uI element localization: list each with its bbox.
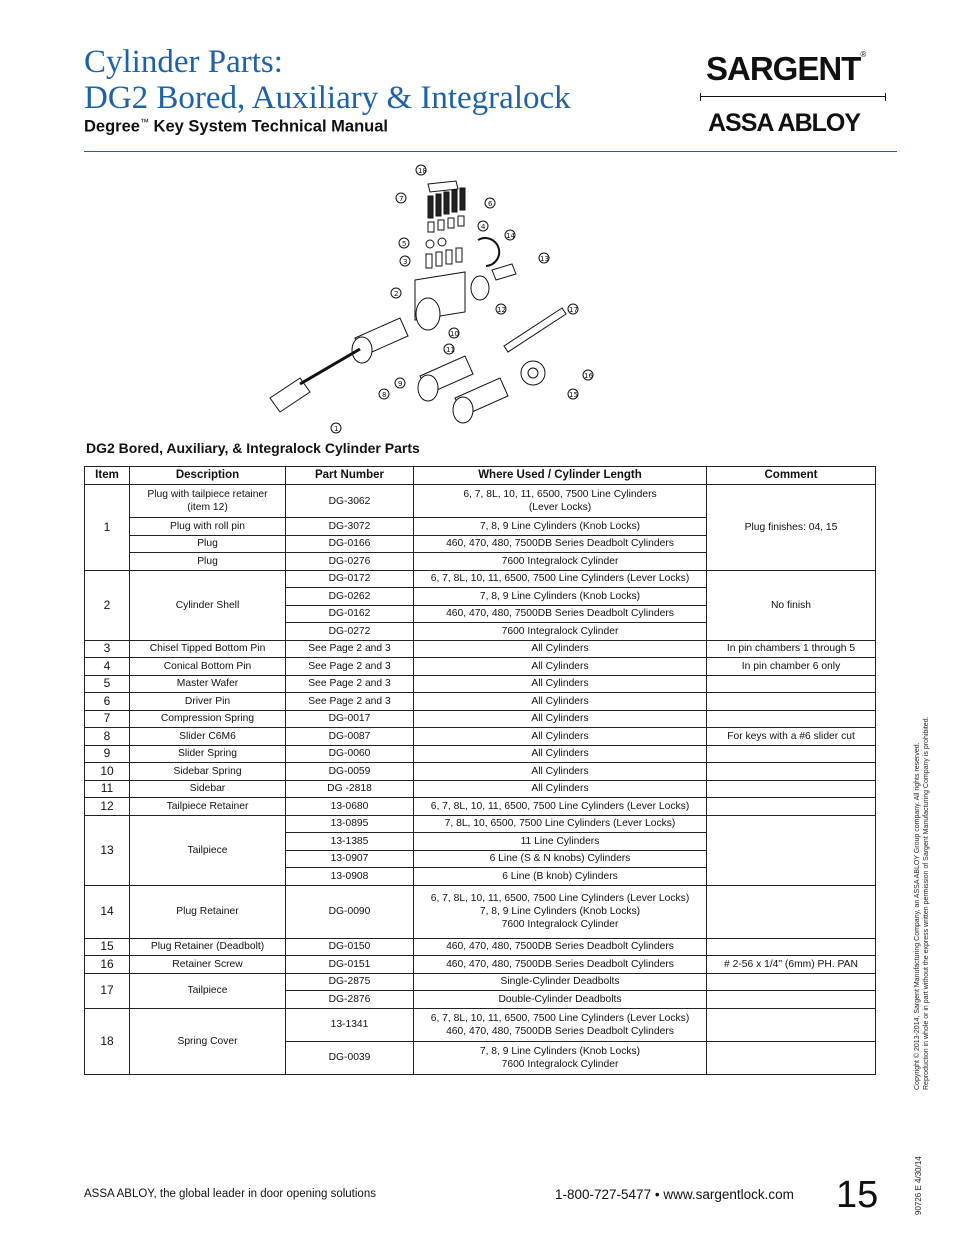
callout-11: [444, 344, 455, 354]
table-cell: All Cylinders: [414, 763, 707, 781]
callout-7: [396, 193, 406, 203]
callout-17: [568, 304, 578, 314]
table-cell: # 2-56 x 1/4" (6mm) PH. PAN: [707, 956, 876, 974]
table-row: [85, 973, 876, 991]
table-cell: 14: [85, 885, 130, 938]
table-cell: DG-0166: [286, 535, 414, 553]
table-cell: See Page 2 and 3: [286, 675, 414, 693]
text: 17: [569, 306, 578, 314]
table-cell: Sidebar Spring: [130, 763, 286, 781]
text: 18: [418, 167, 427, 175]
table-cell: 17: [85, 973, 130, 1008]
table-cell: Retainer Screw: [130, 956, 286, 974]
website-link[interactable]: www.sargentlock.com: [663, 1187, 794, 1202]
table-cell: Slider Spring: [130, 745, 286, 763]
text: ®: [860, 50, 866, 59]
callout-16: [583, 370, 593, 380]
col-where-used: Where Used / Cylinder Length: [414, 467, 707, 485]
table-cell: See Page 2 and 3: [286, 658, 414, 676]
callout-6: [485, 198, 495, 208]
text: 11: [446, 346, 455, 354]
callout-2: [391, 288, 401, 298]
table-row: [85, 798, 876, 816]
table-row: [85, 745, 876, 763]
text: 7: [399, 195, 404, 203]
callout-4: [478, 221, 488, 231]
table-cell: 6 Line (B knob) Cylinders: [414, 868, 707, 886]
table-cell: 12: [85, 798, 130, 816]
parts-table: [84, 466, 876, 1075]
table-cell-empty: [707, 815, 876, 885]
table-cell: All Cylinders: [414, 693, 707, 711]
table-row: [85, 956, 876, 974]
table-cell: DG-0262: [286, 588, 414, 606]
table-cell: See Page 2 and 3: [286, 693, 414, 711]
table-cell: 13-0680: [286, 798, 414, 816]
col-comment: Comment: [707, 467, 876, 485]
table-row: [85, 570, 876, 588]
table-cell-empty: [707, 675, 876, 693]
table-cell: DG-0087: [286, 728, 414, 746]
table-cell: Double-Cylinder Deadbolts: [414, 991, 707, 1009]
table-cell: DG-0090: [286, 885, 414, 938]
text: 4: [481, 223, 486, 231]
table-cell-empty: [707, 938, 876, 956]
table-cell: 6: [85, 693, 130, 711]
copyright-line-1: Copyright © 2013-2014, Sargent Manufacturing Company, an ASSA ABLOY Group company. All rights reserved.: [914, 742, 921, 1090]
table-cell-empty: [707, 973, 876, 991]
assa-abloy-logo: ASSA ABLOY: [708, 109, 861, 137]
col-description: Description: [130, 467, 286, 485]
table-cell: DG-0017: [286, 710, 414, 728]
bullet: •: [654, 1187, 660, 1202]
table-cell: 6, 7, 8L, 10, 11, 6500, 7500 Line Cylinders (Lever Locks): [414, 485, 707, 518]
table-header-row: [85, 467, 876, 485]
table-cell: Slider C6M6: [130, 728, 286, 746]
text: 2: [394, 290, 399, 298]
table-cell: Chisel Tipped Bottom Pin: [130, 640, 286, 658]
table-cell: 460, 470, 480, 7500DB Series Deadbolt Cylinders: [414, 535, 707, 553]
footer-tagline: ASSA ABLOY, the global leader in door opening solutions: [84, 1188, 376, 1200]
table-cell: 6, 7, 8L, 10, 11, 6500, 7500 Line Cylinders (Lever Locks) 7, 8, 9 Line Cylinders (Knob Locks) 7600 Integralock Cylinder: [414, 885, 707, 938]
table-cell-empty: [707, 1008, 876, 1041]
table-cell: DG-0150: [286, 938, 414, 956]
table-cell: 5: [85, 675, 130, 693]
table-cell: DG-0060: [286, 745, 414, 763]
table-cell: All Cylinders: [414, 710, 707, 728]
table-cell: DG-0162: [286, 605, 414, 623]
table-cell: Plug: [130, 535, 286, 553]
table-row: [85, 675, 876, 693]
table-row: [85, 710, 876, 728]
text: 8: [382, 391, 387, 399]
table-cell: 15: [85, 938, 130, 956]
phone-number: 1-800-727-5477: [555, 1187, 652, 1202]
exploded-parts-diagram: [250, 158, 610, 438]
callout-3: [400, 256, 410, 266]
table-cell: Plug Retainer: [130, 885, 286, 938]
table-cell: Plug: [130, 553, 286, 571]
table-cell: 3: [85, 640, 130, 658]
table-cell: In pin chamber 6 only: [707, 658, 876, 676]
table-row: [85, 763, 876, 781]
text: SARGENT: [706, 50, 861, 87]
table-cell: 7, 8, 9 Line Cylinders (Knob Locks): [414, 588, 707, 606]
table-cell: 13-1341: [286, 1008, 414, 1041]
header-rule: [84, 151, 897, 152]
sargent-logo: [706, 50, 865, 88]
table-cell: 13-0907: [286, 850, 414, 868]
table-cell: 7600 Integralock Cylinder: [414, 553, 707, 571]
table-cell: 1: [85, 485, 130, 571]
table-cell: Tailpiece: [130, 815, 286, 885]
page-number: 15: [836, 1174, 879, 1216]
table-cell: DG-3072: [286, 518, 414, 536]
table-row: [85, 658, 876, 676]
callout-18: [416, 165, 427, 175]
table-cell: DG -2818: [286, 780, 414, 798]
table-cell: All Cylinders: [414, 745, 707, 763]
table-cell: Sidebar: [130, 780, 286, 798]
table-cell: 8: [85, 728, 130, 746]
title-line-2: DG2 Bored, Auxiliary & Integralock: [84, 80, 571, 116]
table-cell: 4: [85, 658, 130, 676]
text: 6: [488, 200, 493, 208]
table-row: [85, 885, 876, 938]
table-cell: DG-2876: [286, 991, 414, 1009]
copyright-line-2: Reproduction in whole or in part without the express written permission of Sargent Manufacturing Company is prohibited.: [923, 716, 930, 1090]
table-row: [85, 728, 876, 746]
table-cell-empty: [707, 693, 876, 711]
table-cell: For keys with a #6 slider cut: [707, 728, 876, 746]
logo-divider: [700, 96, 886, 102]
table-cell-empty: [707, 798, 876, 816]
table-cell: DG-0276: [286, 553, 414, 571]
table-cell: Driver Pin: [130, 693, 286, 711]
text: 9: [398, 380, 403, 388]
col-part-number: Part Number: [286, 467, 414, 485]
manual-subtitle: [84, 117, 388, 137]
table-cell: 13: [85, 815, 130, 885]
page-title: [84, 44, 571, 116]
table-cell: Single-Cylinder Deadbolts: [414, 973, 707, 991]
table-row: [85, 485, 876, 518]
table-cell: 18: [85, 1008, 130, 1074]
table-cell-empty: [707, 991, 876, 1009]
table-cell: Master Wafer: [130, 675, 286, 693]
table-cell: 7: [85, 710, 130, 728]
text: 5: [402, 240, 407, 248]
text: 3: [403, 258, 408, 266]
callout-13: [539, 253, 549, 263]
table-cell: Tailpiece Retainer: [130, 798, 286, 816]
table-cell: 6, 7, 8L, 10, 11, 6500, 7500 Line Cylinders (Lever Locks): [414, 570, 707, 588]
table-cell: 6, 7, 8L, 10, 11, 6500, 7500 Line Cylinders (Lever Locks): [414, 798, 707, 816]
table-cell: Conical Bottom Pin: [130, 658, 286, 676]
table-cell-empty: [707, 1041, 876, 1074]
table-cell: All Cylinders: [414, 675, 707, 693]
callout-15: [568, 389, 578, 399]
table-cell: 11 Line Cylinders: [414, 833, 707, 851]
doc-code: 90726 E 4/30/14: [914, 1156, 923, 1215]
table-cell-empty: [707, 885, 876, 938]
table-row: [85, 640, 876, 658]
table-cell: See Page 2 and 3: [286, 640, 414, 658]
table-cell: Tailpiece: [130, 973, 286, 1008]
table-cell: 2: [85, 570, 130, 640]
col-item: Item: [85, 467, 130, 485]
text: 15: [569, 391, 578, 399]
table-cell: 7, 8, 9 Line Cylinders (Knob Locks): [414, 518, 707, 536]
table-cell: All Cylinders: [414, 658, 707, 676]
table-row: [85, 693, 876, 711]
table-cell: 6, 7, 8L, 10, 11, 6500, 7500 Line Cylinders (Lever Locks) 460, 470, 480, 7500DB Series Deadbolt Cylinders: [414, 1008, 707, 1041]
table-cell: Plug Retainer (Deadbolt): [130, 938, 286, 956]
table-cell: 6 Line (S & N knobs) Cylinders: [414, 850, 707, 868]
table-cell: All Cylinders: [414, 640, 707, 658]
table-cell: 11: [85, 780, 130, 798]
table-cell: 7, 8L, 10, 6500, 7500 Line Cylinders (Lever Locks): [414, 815, 707, 833]
callout-10: [449, 328, 459, 338]
table-cell: Cylinder Shell: [130, 570, 286, 640]
table-row: [85, 780, 876, 798]
table-cell-empty: [707, 745, 876, 763]
table-cell: 10: [85, 763, 130, 781]
table-cell: 460, 470, 480, 7500DB Series Deadbolt Cylinders: [414, 956, 707, 974]
table-cell: 9: [85, 745, 130, 763]
text: Key System Technical Manual: [148, 117, 388, 136]
table-cell: 460, 470, 480, 7500DB Series Deadbolt Cylinders: [414, 605, 707, 623]
text: Degree: [84, 117, 140, 136]
text: 16: [584, 372, 593, 380]
table-cell: DG-2875: [286, 973, 414, 991]
text: ™: [139, 117, 149, 127]
text: 13: [540, 255, 549, 263]
title-line-1: Cylinder Parts:: [84, 44, 283, 80]
table-cell: 7, 8, 9 Line Cylinders (Knob Locks) 7600 Integralock Cylinder: [414, 1041, 707, 1074]
table-row: [85, 1008, 876, 1041]
table-cell: 13-1385: [286, 833, 414, 851]
callout-1: [331, 423, 341, 433]
table-cell: 7600 Integralock Cylinder: [414, 623, 707, 641]
table-cell: DG-3062: [286, 485, 414, 518]
callout-9: [395, 378, 405, 388]
table-cell: DG-0272: [286, 623, 414, 641]
table-cell: Plug with tailpiece retainer (item 12): [130, 485, 286, 518]
callout-14: [505, 230, 515, 240]
table-cell: No finish: [707, 570, 876, 640]
table-cell: All Cylinders: [414, 780, 707, 798]
table-cell: In pin chambers 1 through 5: [707, 640, 876, 658]
table-cell: DG-0172: [286, 570, 414, 588]
table-cell-empty: [707, 763, 876, 781]
table-cell: 13-0895: [286, 815, 414, 833]
callout-5: [399, 238, 409, 248]
table-cell: DG-0059: [286, 763, 414, 781]
table-row: [85, 815, 876, 833]
text: 10: [450, 330, 459, 338]
table-cell: DG-0151: [286, 956, 414, 974]
callout-12: [496, 304, 506, 314]
table-cell: 13-0908: [286, 868, 414, 886]
table-cell: All Cylinders: [414, 728, 707, 746]
table-cell-empty: [707, 780, 876, 798]
table-cell: 460, 470, 480, 7500DB Series Deadbolt Cylinders: [414, 938, 707, 956]
table-cell-empty: [707, 710, 876, 728]
table-cell: 16: [85, 956, 130, 974]
table-cell: DG-0039: [286, 1041, 414, 1074]
callout-8: [379, 389, 389, 399]
table-heading: DG2 Bored, Auxiliary, & Integralock Cylinder Parts: [86, 440, 420, 456]
table-cell: Plug with roll pin: [130, 518, 286, 536]
footer-contact: [555, 1187, 794, 1202]
text: 12: [497, 306, 506, 314]
table-cell: Plug finishes: 04, 15: [707, 485, 876, 571]
text: 1: [334, 425, 339, 433]
text: 14: [506, 232, 515, 240]
table-row: [85, 938, 876, 956]
table-cell: Spring Cover: [130, 1008, 286, 1074]
table-cell: Compression Spring: [130, 710, 286, 728]
